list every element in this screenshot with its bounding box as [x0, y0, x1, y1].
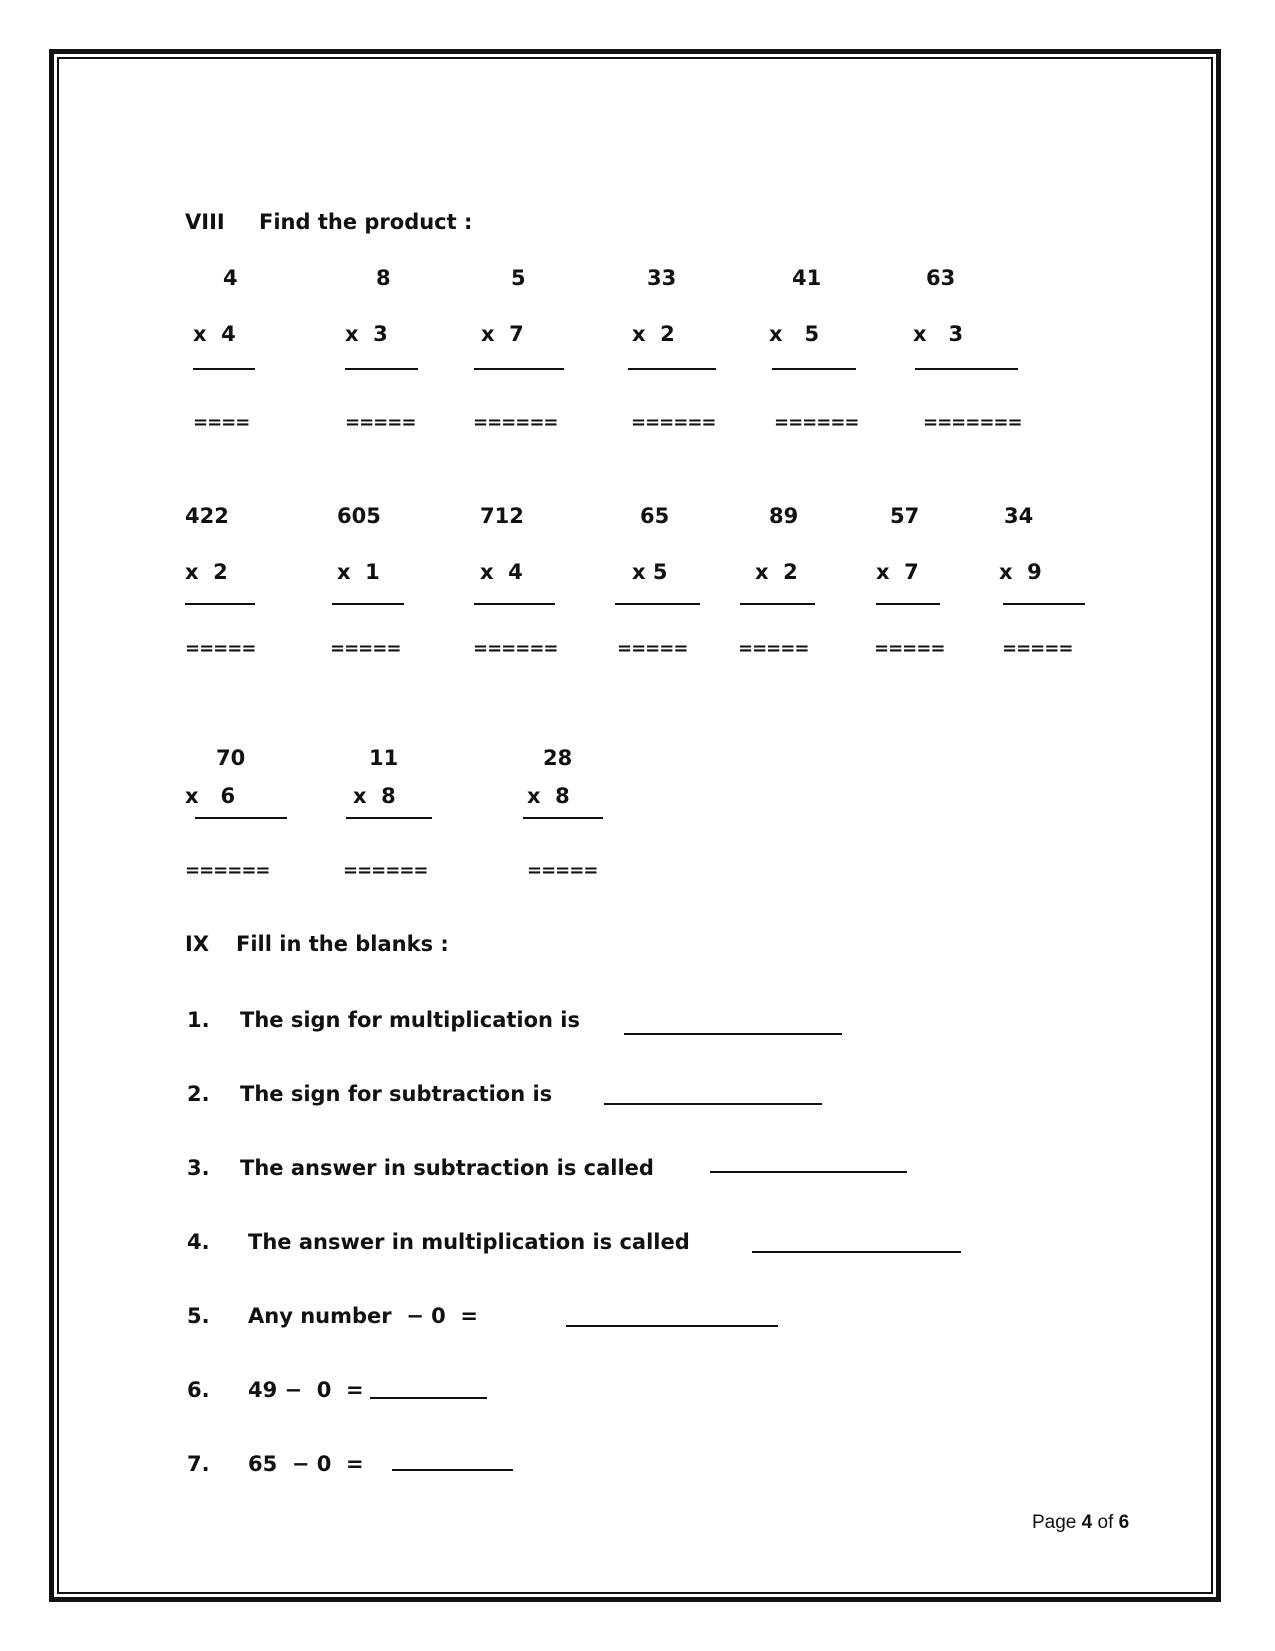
answer-line [915, 368, 1018, 370]
problem-multiplier: x 1 [337, 560, 380, 584]
section-viii-title: Find the product : [259, 210, 473, 234]
answer-double-line: ===== [874, 638, 945, 659]
problem-multiplier: x 8 [353, 784, 396, 808]
answer-line [195, 817, 287, 819]
problem-top-number: 712 [480, 504, 524, 528]
answer-double-line: ===== [738, 638, 809, 659]
blank-line[interactable] [566, 1325, 778, 1327]
total-pages: 6 [1118, 1512, 1130, 1533]
answer-line [876, 603, 940, 605]
answer-double-line: ======= [923, 412, 1022, 433]
blank-line[interactable] [392, 1469, 513, 1471]
problem-multiplier: x 4 [480, 560, 523, 584]
question-number: 6. [187, 1378, 210, 1402]
problem-top-number: 11 [369, 746, 399, 770]
problem-top-number: 605 [337, 504, 381, 528]
section-ix-number: IX [185, 932, 210, 956]
problem-top-number: 70 [216, 746, 246, 770]
problem-multiplier: x 4 [193, 322, 236, 346]
question-text: 65 − 0 = [248, 1452, 364, 1476]
problem-multiplier: x 7 [481, 322, 524, 346]
answer-line [474, 368, 564, 370]
page-number [1032, 1512, 1129, 1534]
problem-top-number: 8 [376, 266, 391, 290]
answer-double-line: ===== [345, 412, 416, 433]
problem-multiplier: x 8 [527, 784, 570, 808]
problem-multiplier: x 2 [755, 560, 798, 584]
section-viii-number: VIII [185, 210, 225, 234]
problem-top-number: 57 [890, 504, 920, 528]
answer-double-line: ===== [1002, 638, 1073, 659]
answer-line [345, 368, 418, 370]
problem-top-number: 34 [1004, 504, 1034, 528]
page-word: Page [1032, 1512, 1082, 1533]
answer-double-line: ====== [185, 860, 270, 881]
current-page: 4 [1081, 1512, 1093, 1533]
problem-top-number: 65 [640, 504, 670, 528]
answer-line [332, 603, 404, 605]
answer-line [1003, 603, 1085, 605]
question-number: 7. [187, 1452, 210, 1476]
answer-double-line: ===== [330, 638, 401, 659]
section-ix-title: Fill in the blanks : [236, 932, 449, 956]
blank-line[interactable] [752, 1251, 961, 1253]
question-number: 4. [187, 1230, 210, 1254]
answer-double-line: ==== [193, 412, 250, 433]
answer-line [628, 368, 716, 370]
answer-line [474, 603, 555, 605]
answer-line [740, 603, 815, 605]
answer-double-line: ====== [343, 860, 428, 881]
question-number: 3. [187, 1156, 210, 1180]
problem-multiplier: x 5 [632, 560, 668, 584]
problem-top-number: 33 [647, 266, 677, 290]
problem-top-number: 63 [926, 266, 956, 290]
question-text: The sign for subtraction is [240, 1082, 553, 1106]
answer-line [346, 817, 432, 819]
question-number: 1. [187, 1008, 210, 1032]
answer-line [523, 817, 603, 819]
problem-multiplier: x 2 [185, 560, 228, 584]
blank-line[interactable] [370, 1397, 487, 1399]
problem-multiplier: x 9 [999, 560, 1042, 584]
answer-double-line: ===== [527, 860, 598, 881]
blank-line[interactable] [710, 1171, 907, 1173]
problem-top-number: 4 [223, 266, 238, 290]
answer-double-line: ====== [473, 638, 558, 659]
problem-multiplier: x 3 [345, 322, 388, 346]
answer-line [772, 368, 856, 370]
problem-multiplier: x 6 [185, 784, 236, 808]
problem-multiplier: x 3 [913, 322, 964, 346]
problem-top-number: 41 [792, 266, 822, 290]
question-text: The sign for multiplication is [240, 1008, 580, 1032]
answer-line [615, 603, 700, 605]
blank-line[interactable] [624, 1033, 842, 1035]
answer-line [185, 603, 255, 605]
blank-line[interactable] [604, 1103, 822, 1105]
problem-top-number: 28 [543, 746, 573, 770]
question-text: The answer in subtraction is called [240, 1156, 654, 1180]
answer-double-line: ====== [473, 412, 558, 433]
answer-double-line: ===== [185, 638, 256, 659]
question-text: The answer in multiplication is called [248, 1230, 690, 1254]
of-word: of [1092, 1512, 1119, 1533]
answer-line [193, 368, 255, 370]
answer-double-line: ====== [774, 412, 859, 433]
question-text: Any number − 0 = [248, 1304, 478, 1328]
question-number: 2. [187, 1082, 210, 1106]
problem-multiplier: x 7 [876, 560, 919, 584]
problem-top-number: 5 [511, 266, 526, 290]
answer-double-line: ===== [617, 638, 688, 659]
problem-multiplier: x 2 [632, 322, 675, 346]
question-text: 49 − 0 = [248, 1378, 364, 1402]
problem-top-number: 89 [769, 504, 799, 528]
problem-top-number: 422 [185, 504, 229, 528]
problem-multiplier: x 5 [769, 322, 820, 346]
answer-double-line: ====== [631, 412, 716, 433]
question-number: 5. [187, 1304, 210, 1328]
